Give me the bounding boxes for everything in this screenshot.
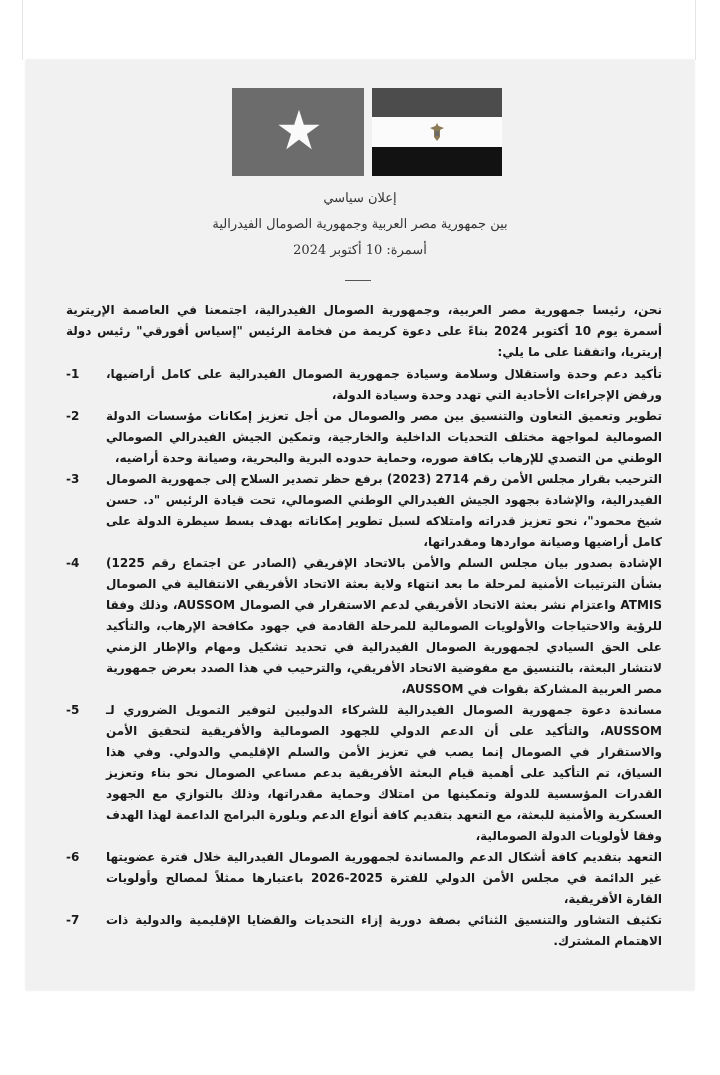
declaration-item-7 xyxy=(66,910,662,952)
item-number: -5 xyxy=(66,703,80,717)
item-text: مساندة دعوة جمهورية الصومال الفيدرالية للشركاء الدوليين لتوفير التمويل الضروري لـ AUSSOM، والتأكيد على أن الدعم الدولي للجهود الصومالية والأفريقية لتحقيق الأمن والاستقرار في الصومال إنما يصب في تعزيز الأمن والسلم الإقليمي والدولي. وفي هذا السياق، تم التأكيد على أهمية قيام البعثة الأفريقية بدعم مساعي الصومال نحو بناء وتعزيز القدرات المؤسسية للدولة وتمكينها من امتلاك وحماية مقدراتها، وذلك بالتوازي مع الجهود العسكرية والأمنية للبعثة، مع التعهد بتقديم كافة أنواع الدعم وبلورة البرامج الداعمة لهذا الهدف وفقا لأولويات الدولة الصومالية، xyxy=(106,703,662,843)
somalia-flag xyxy=(232,88,364,176)
declaration-item-1 xyxy=(66,364,662,406)
item-text: الترحيب بقرار مجلس الأمن رقم 2714 (2023) برفع حظر تصدير السلاح إلى جمهورية الصومال الفيدرالية، والإشادة بجهود الجيش الفيدرالي الوطني الصومالي، تحت قيادة الرئيس "د. حسن شيخ محمود"، نحو تعزيز قدراته وامتلاكه لسبل تطوير إمكاناته بهدف بسط سيطرة الدولة على كامل أراضيها وصيانة مواردها ومقدراتها، xyxy=(106,472,662,549)
frame-border-left xyxy=(22,0,23,60)
declaration-item-6 xyxy=(66,847,662,910)
document-page xyxy=(26,60,694,990)
declaration-item-4 xyxy=(66,553,662,700)
document-parties: بين جمهورية مصر العربية وجمهورية الصومال الفيدرالية xyxy=(212,217,508,232)
document-place-date: أسمرة: 10 أكتوبر 2024 xyxy=(293,243,427,258)
document-title: إعلان سياسي xyxy=(323,191,397,206)
star-icon xyxy=(277,108,321,152)
item-text: تأكيد دعم وحدة واستقلال وسلامة وسيادة جمهورية الصومال الفيدرالية على كامل أراضيها، ورفض الإجراءات الأحادية التي تهدد وحدة وسيادة الدولة، xyxy=(106,367,662,402)
declaration-intro: نحن، رئيسا جمهورية مصر العربية، وجمهورية الصومال الفيدرالية، اجتمعنا في العاصمة الإريترية أسمرة يوم 10 أكتوبر 2024 بناءً على دعوة كريمة من فخامة الرئيس "إسياس أفورقي" رئيس دولة إريتريا، واتفقنا على ما يلي: xyxy=(66,303,663,359)
egypt-flag xyxy=(372,88,502,176)
declaration-body xyxy=(66,300,662,952)
declaration-item-2 xyxy=(66,406,662,469)
item-number: -7 xyxy=(66,913,80,927)
item-number: -3 xyxy=(66,472,80,486)
egypt-flag-top-band xyxy=(372,88,502,117)
declaration-item-5 xyxy=(66,700,662,847)
item-number: -2 xyxy=(66,409,80,423)
egypt-flag-bottom-band xyxy=(372,147,502,176)
heading-divider xyxy=(345,280,371,281)
declaration-item-3 xyxy=(66,469,662,553)
eagle-emblem-icon xyxy=(429,122,445,142)
item-text: تكثيف التشاور والتنسيق الثنائي بصفة دورية إزاء التحديات والقضايا الإقليمية والدولية ذات الاهتمام المشترك. xyxy=(106,913,662,948)
item-text: الإشادة بصدور بيان مجلس السلم والأمن بالاتحاد الإفريقي (الصادر عن اجتماع رقم 1225) بشأن الترتيبات الأمنية لمرحلة ما بعد انتهاء ولاية بعثة الاتحاد الأفريقي الانتقالية في الصومال ATMIS واعتزام نشر بعثة الاتحاد الأفريقي لدعم الاستقرار في الصومال AUSSOM، وذلك وفقا للرؤية والاحتياجات والأولويات الصومالية للمرحلة القادمة في جهود مكافحة الإرهاب، والتأكيد على الحق السيادي لجمهورية الصومال الفيدرالية في تحديد تشكيل ومهام والإطار الزمني لانتشار البعثة، بالتنسيق مع مفوضية الاتحاد الأفريقي، والترحيب في هذا الصدد بعرض جمهورية مصر العربية المشاركة بقوات في AUSSOM، xyxy=(106,556,662,696)
item-number: -6 xyxy=(66,850,80,864)
item-text: تطوير وتعميق التعاون والتنسيق بين مصر والصومال من أجل تعزيز إمكانات مؤسسات الدولة الصومالية لمواجهة مختلف التحديات الداخلية والخارجية، وتمكين الجيش الفيدرالي الصومالي الوطني من التصدي للإرهاب بكافة صوره، وحماية حدوده البرية والبحرية، وصيانة وحدة أراضيه، xyxy=(106,409,662,465)
item-number: -4 xyxy=(66,556,80,570)
item-text: التعهد بتقديم كافة أشكال الدعم والمساندة لجمهورية الصومال الفيدرالية خلال فترة عضويتها غير الدائمة في مجلس الأمن الدولي للفترة 2025-2026 باعتبارها ممثلاً لمصالح وأولويات القارة الأفريقية، xyxy=(106,850,663,906)
item-number: -1 xyxy=(66,367,80,381)
egypt-flag-middle-band xyxy=(372,117,502,147)
frame-border-right xyxy=(695,0,696,60)
